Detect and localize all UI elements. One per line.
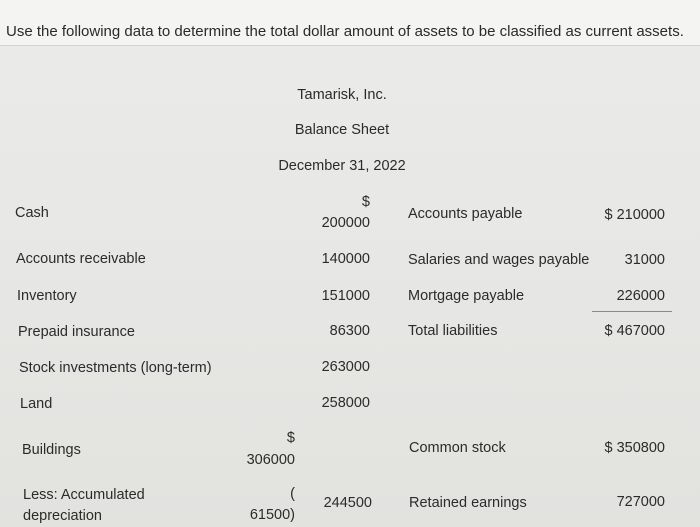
accumulated-depreciation-open-paren: (	[290, 486, 295, 502]
buildings-amount: 306000	[246, 452, 295, 468]
statement-date: December 31, 2022	[278, 158, 406, 174]
statement-title: Balance Sheet	[294, 122, 390, 138]
accounts-receivable-amount: 140000	[321, 251, 370, 267]
prepaid-insurance-amount: 86300	[329, 323, 370, 339]
total-liabilities-label: Total liabilities	[408, 323, 498, 339]
question-banner	[0, 0, 700, 46]
prepaid-insurance-label: Prepaid insurance	[18, 324, 135, 340]
cash-amount: 200000	[321, 215, 370, 231]
common-stock-amount: $ 350800	[604, 440, 665, 456]
land-amount: 258000	[321, 395, 370, 411]
total-liabilities-amount: $ 467000	[604, 323, 665, 339]
cash-label: Cash	[15, 205, 49, 221]
salaries-payable-amount: 31000	[624, 252, 665, 268]
inventory-label: Inventory	[17, 288, 77, 304]
accounts-receivable-label: Accounts receivable	[16, 251, 146, 267]
accounts-payable-label: Accounts payable	[408, 206, 523, 222]
question-text: Use the following data to determine the total dollar amount of assets to be classified as current assets.	[6, 23, 684, 40]
inventory-amount: 151000	[321, 288, 370, 304]
accounts-payable-amount: $ 210000	[604, 207, 665, 223]
accumulated-depreciation-label-line2: depreciation	[23, 508, 102, 524]
salaries-payable-label: Salaries and wages payable	[408, 252, 590, 268]
buildings-net-amount: 244500	[323, 495, 372, 511]
accumulated-depreciation-amount: 61500)	[249, 507, 295, 523]
cash-currency: $	[361, 194, 370, 210]
buildings-currency: $	[286, 430, 295, 446]
accumulated-depreciation-label-line1: Less: Accumulated	[23, 487, 145, 503]
land-label: Land	[20, 396, 53, 412]
stock-investments-amount: 263000	[321, 359, 370, 375]
buildings-label: Buildings	[22, 442, 81, 458]
retained-earnings-label: Retained earnings	[409, 495, 527, 511]
stock-investments-label: Stock investments (long-term)	[19, 360, 212, 376]
common-stock-label: Common stock	[409, 440, 506, 456]
retained-earnings-amount: 727000	[616, 494, 665, 510]
company-name: Tamarisk, Inc.	[297, 87, 387, 103]
mortgage-payable-amount: 226000	[616, 288, 665, 304]
mortgage-payable-label: Mortgage payable	[408, 288, 525, 304]
total-underline	[592, 311, 672, 312]
